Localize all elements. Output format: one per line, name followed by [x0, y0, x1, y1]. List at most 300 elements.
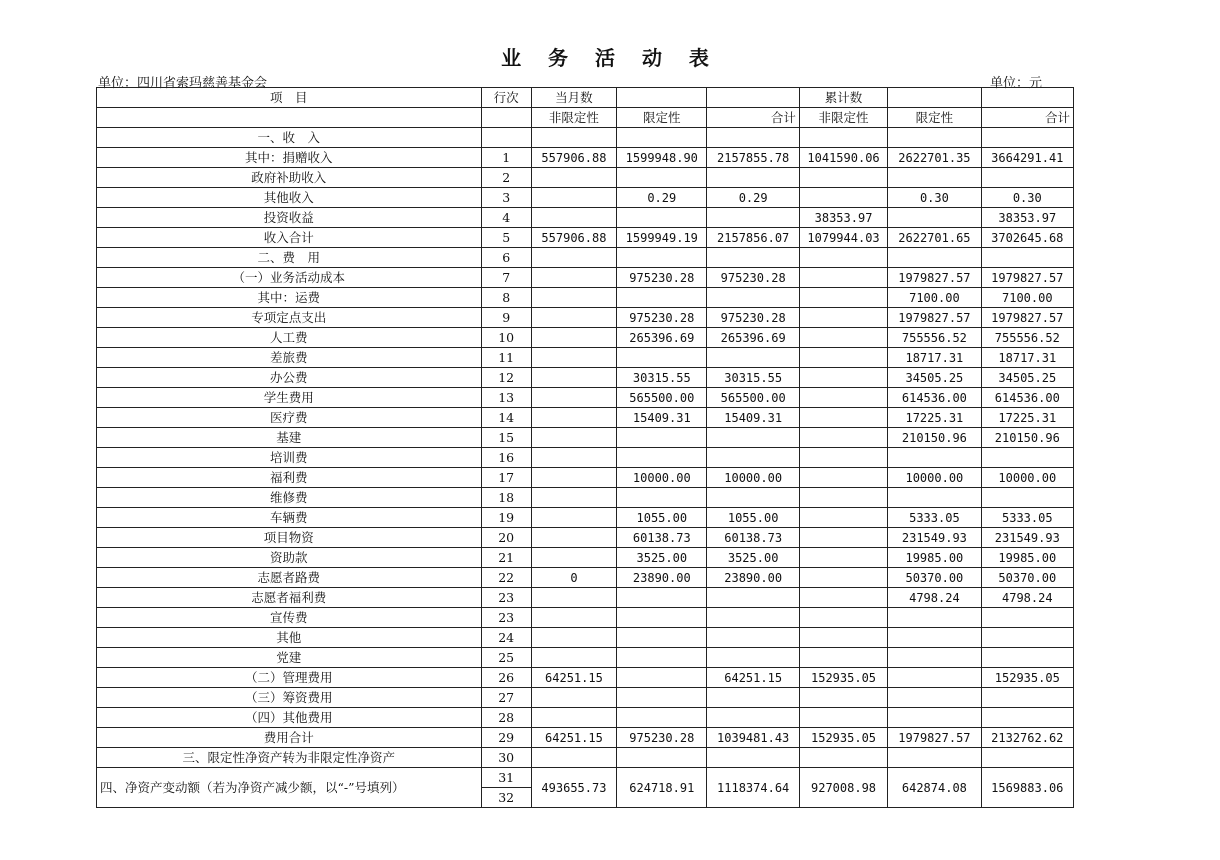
row-value-cell: 1118374.64 — [707, 768, 799, 808]
table-row — [97, 488, 1074, 508]
row-value-cell — [888, 608, 981, 628]
table-row — [97, 148, 1074, 168]
table-body — [97, 88, 1074, 808]
row-value-cell — [531, 548, 616, 568]
table-row — [97, 248, 1074, 268]
row-line-number: 12 — [481, 368, 531, 388]
table-row — [97, 328, 1074, 348]
row-value-cell — [981, 688, 1073, 708]
row-value-cell: 975230.28 — [707, 308, 799, 328]
row-value-cell — [799, 488, 887, 508]
row-item-label: 医疗费 — [97, 408, 482, 428]
row-value-cell — [888, 168, 981, 188]
row-value-cell — [888, 248, 981, 268]
row-line-number: 18 — [481, 488, 531, 508]
row-value-cell — [617, 488, 707, 508]
row-item-label: （四）其他费用 — [97, 708, 482, 728]
table-row — [97, 588, 1074, 608]
row-value-cell: 19985.00 — [981, 548, 1073, 568]
row-value-cell: 1979827.57 — [981, 308, 1073, 328]
row-value-cell: 231549.93 — [981, 528, 1073, 548]
row-value-cell: 1599949.19 — [617, 228, 707, 248]
row-value-cell — [617, 428, 707, 448]
organization-unit: 单位：四川省索玛慈善基金会 — [98, 76, 268, 91]
row-value-cell — [531, 488, 616, 508]
row-value-cell: 2157856.07 — [707, 228, 799, 248]
row-value-cell — [617, 668, 707, 688]
table-row — [97, 188, 1074, 208]
row-value-cell: 557906.88 — [531, 228, 616, 248]
row-line-number: 28 — [481, 708, 531, 728]
row-item-label: 二、费 用 — [97, 248, 482, 268]
row-value-cell: 975230.28 — [707, 268, 799, 288]
table-row — [97, 728, 1074, 748]
table-row — [97, 468, 1074, 488]
row-value-cell — [531, 288, 616, 308]
row-value-cell — [531, 168, 616, 188]
row-value-cell: 231549.93 — [888, 528, 981, 548]
row-value-cell: 0.29 — [707, 188, 799, 208]
row-item-label: 差旅费 — [97, 348, 482, 368]
row-value-cell — [888, 668, 981, 688]
row-value-cell: 60138.73 — [617, 528, 707, 548]
row-value-cell: 0 — [531, 568, 616, 588]
row-value-cell — [707, 428, 799, 448]
header-current-month: 当月数 — [531, 88, 616, 108]
row-line-number: 24 — [481, 628, 531, 648]
row-value-cell — [531, 188, 616, 208]
row-value-cell — [799, 268, 887, 288]
row-line-number: 2 — [481, 168, 531, 188]
row-item-label: 投资收益 — [97, 208, 482, 228]
header-cumulative: 累计数 — [799, 88, 887, 108]
row-value-cell: 0.30 — [981, 188, 1073, 208]
row-value-cell — [617, 348, 707, 368]
row-value-cell — [531, 208, 616, 228]
row-value-cell: 565500.00 — [617, 388, 707, 408]
row-value-cell: 64251.15 — [531, 728, 616, 748]
row-value-cell: 38353.97 — [981, 208, 1073, 228]
row-line-number: 10 — [481, 328, 531, 348]
row-value-cell: 975230.28 — [617, 728, 707, 748]
row-value-cell: 265396.69 — [707, 328, 799, 348]
row-value-cell — [617, 628, 707, 648]
header-cum-total: 合计 — [981, 108, 1073, 128]
header-blank — [707, 88, 799, 108]
row-line-number: 25 — [481, 648, 531, 668]
row-value-cell — [617, 608, 707, 628]
row-line-number: 9 — [481, 308, 531, 328]
row-value-cell: 1979827.57 — [888, 728, 981, 748]
row-value-cell: 3525.00 — [617, 548, 707, 568]
row-line-number: 23 — [481, 608, 531, 628]
row-line-number: 22 — [481, 568, 531, 588]
row-line-number: 29 — [481, 728, 531, 748]
row-value-cell: 152935.05 — [981, 668, 1073, 688]
row-item-label: 其中：运费 — [97, 288, 482, 308]
row-value-cell — [888, 628, 981, 648]
row-value-cell — [981, 248, 1073, 268]
row-value-cell: 975230.28 — [617, 308, 707, 328]
row-line-number: 23 — [481, 588, 531, 608]
row-value-cell — [531, 528, 616, 548]
row-value-cell: 60138.73 — [707, 528, 799, 548]
net-asset-change-row — [97, 768, 1074, 788]
row-value-cell: 17225.31 — [888, 408, 981, 428]
row-value-cell: 265396.69 — [617, 328, 707, 348]
row-value-cell — [799, 748, 887, 768]
header-cum-restricted: 限定性 — [888, 108, 981, 128]
row-line-number — [481, 128, 531, 148]
row-value-cell — [799, 328, 887, 348]
row-value-cell: 1599948.90 — [617, 148, 707, 168]
row-value-cell — [617, 708, 707, 728]
row-value-cell — [531, 388, 616, 408]
row-value-cell — [799, 608, 887, 628]
row-value-cell — [799, 628, 887, 648]
row-value-cell: 34505.25 — [888, 368, 981, 388]
table-row — [97, 208, 1074, 228]
row-value-cell — [617, 448, 707, 468]
row-line-number: 16 — [481, 448, 531, 468]
row-value-cell: 0.30 — [888, 188, 981, 208]
row-value-cell — [617, 248, 707, 268]
row-value-cell — [531, 508, 616, 528]
row-value-cell: 34505.25 — [981, 368, 1073, 388]
row-value-cell — [617, 648, 707, 668]
row-value-cell — [981, 168, 1073, 188]
row-value-cell — [531, 588, 616, 608]
row-value-cell — [981, 748, 1073, 768]
row-item-label: 收入合计 — [97, 228, 482, 248]
row-value-cell — [617, 288, 707, 308]
row-value-cell — [707, 248, 799, 268]
row-value-cell — [981, 448, 1073, 468]
row-value-cell — [531, 328, 616, 348]
row-value-cell: 10000.00 — [888, 468, 981, 488]
row-item-label: 费用合计 — [97, 728, 482, 748]
row-value-cell — [531, 248, 616, 268]
table-row — [97, 528, 1074, 548]
row-value-cell: 1979827.57 — [888, 308, 981, 328]
row-value-cell — [799, 348, 887, 368]
row-value-cell — [531, 628, 616, 648]
row-value-cell — [707, 488, 799, 508]
row-value-cell — [799, 368, 887, 388]
row-value-cell: 2157855.78 — [707, 148, 799, 168]
row-item-label: 福利费 — [97, 468, 482, 488]
row-value-cell — [888, 708, 981, 728]
table-row — [97, 308, 1074, 328]
row-value-cell — [799, 468, 887, 488]
row-value-cell — [617, 688, 707, 708]
table-row — [97, 168, 1074, 188]
row-value-cell — [707, 628, 799, 648]
row-line-number: 3 — [481, 188, 531, 208]
row-value-cell — [531, 468, 616, 488]
row-value-cell — [707, 748, 799, 768]
row-value-cell: 565500.00 — [707, 388, 799, 408]
row-value-cell: 18717.31 — [888, 348, 981, 368]
row-value-cell: 5333.05 — [888, 508, 981, 528]
row-item-label: 维修费 — [97, 488, 482, 508]
row-value-cell: 30315.55 — [707, 368, 799, 388]
header-row-1 — [97, 88, 1074, 108]
row-value-cell: 7100.00 — [888, 288, 981, 308]
row-value-cell — [617, 588, 707, 608]
header-blank — [888, 88, 981, 108]
row-value-cell: 64251.15 — [707, 668, 799, 688]
row-value-cell: 642874.08 — [888, 768, 981, 808]
row-value-cell: 15409.31 — [617, 408, 707, 428]
row-value-cell: 210150.96 — [888, 428, 981, 448]
row-item-label: （一）业务活动成本 — [97, 268, 482, 288]
row-value-cell: 3702645.68 — [981, 228, 1073, 248]
header-month-unrestricted: 非限定性 — [531, 108, 616, 128]
row-value-cell — [707, 588, 799, 608]
row-line-number: 20 — [481, 528, 531, 548]
row-value-cell — [799, 568, 887, 588]
row-value-cell: 10000.00 — [707, 468, 799, 488]
table-row — [97, 368, 1074, 388]
row-value-cell — [799, 548, 887, 568]
row-value-cell: 64251.15 — [531, 668, 616, 688]
row-value-cell: 17225.31 — [981, 408, 1073, 428]
table-row — [97, 548, 1074, 568]
row-item-label: 志愿者路费 — [97, 568, 482, 588]
row-item-label: 党建 — [97, 648, 482, 668]
row-item-label: 其中：捐赠收入 — [97, 148, 482, 168]
row-value-cell — [707, 708, 799, 728]
row-value-cell: 2132762.62 — [981, 728, 1073, 748]
row-value-cell — [531, 428, 616, 448]
row-item-label: 车辆费 — [97, 508, 482, 528]
row-value-cell — [799, 288, 887, 308]
row-value-cell: 4798.24 — [888, 588, 981, 608]
row-value-cell — [707, 648, 799, 668]
table-row — [97, 668, 1074, 688]
row-line-number: 7 — [481, 268, 531, 288]
row-value-cell: 210150.96 — [981, 428, 1073, 448]
row-value-cell: 1979827.57 — [981, 268, 1073, 288]
row-item-label: 专项定点支出 — [97, 308, 482, 328]
row-item-label: 人工费 — [97, 328, 482, 348]
activity-statement-table — [96, 87, 1074, 808]
row-line-number: 5 — [481, 228, 531, 248]
row-item-label: 志愿者福利费 — [97, 588, 482, 608]
row-value-cell — [888, 448, 981, 468]
row-value-cell: 50370.00 — [981, 568, 1073, 588]
row-item-label: 资助款 — [97, 548, 482, 568]
row-value-cell: 7100.00 — [981, 288, 1073, 308]
row-line-number: 30 — [481, 748, 531, 768]
header-month-total: 合计 — [707, 108, 799, 128]
header-month-restricted: 限定性 — [617, 108, 707, 128]
row-value-cell — [707, 448, 799, 468]
row-value-cell — [888, 648, 981, 668]
header-blank — [97, 108, 482, 128]
row-item-label: （二）管理费用 — [97, 668, 482, 688]
row-value-cell: 1041590.06 — [799, 148, 887, 168]
row-value-cell: 624718.91 — [617, 768, 707, 808]
row-value-cell: 50370.00 — [888, 568, 981, 588]
row-value-cell — [799, 648, 887, 668]
row-item-label: 其他收入 — [97, 188, 482, 208]
row-line-number: 14 — [481, 408, 531, 428]
row-line-number: 4 — [481, 208, 531, 228]
row-value-cell — [799, 128, 887, 148]
row-value-cell — [531, 308, 616, 328]
row-value-cell: 10000.00 — [981, 468, 1073, 488]
table-row — [97, 628, 1074, 648]
row-value-cell — [531, 128, 616, 148]
table-row — [97, 568, 1074, 588]
net-asset-change-label: 四、净资产变动额（若为净资产减少额，以“-”号填列） — [97, 768, 482, 808]
row-value-cell: 4798.24 — [981, 588, 1073, 608]
row-value-cell: 2622701.65 — [888, 228, 981, 248]
row-item-label: 基建 — [97, 428, 482, 448]
row-line-number: 13 — [481, 388, 531, 408]
row-value-cell: 614536.00 — [981, 388, 1073, 408]
row-item-label: 一、收 入 — [97, 128, 482, 148]
row-value-cell — [981, 628, 1073, 648]
table-row — [97, 708, 1074, 728]
row-value-cell — [981, 708, 1073, 728]
row-value-cell: 3525.00 — [707, 548, 799, 568]
table-row — [97, 348, 1074, 368]
header-blank — [981, 88, 1073, 108]
row-value-cell — [799, 528, 887, 548]
row-value-cell — [799, 448, 887, 468]
row-value-cell — [888, 688, 981, 708]
row-value-cell — [617, 748, 707, 768]
row-item-label: 政府补助收入 — [97, 168, 482, 188]
row-value-cell: 19985.00 — [888, 548, 981, 568]
row-item-label: 项目物资 — [97, 528, 482, 548]
row-value-cell: 23890.00 — [617, 568, 707, 588]
row-value-cell — [888, 748, 981, 768]
table-row — [97, 448, 1074, 468]
row-value-cell — [531, 268, 616, 288]
header-row-2 — [97, 108, 1074, 128]
header-cum-unrestricted: 非限定性 — [799, 108, 887, 128]
row-value-cell — [799, 708, 887, 728]
row-value-cell — [888, 488, 981, 508]
row-line-number: 8 — [481, 288, 531, 308]
row-value-cell — [799, 428, 887, 448]
table-row — [97, 228, 1074, 248]
table-row — [97, 648, 1074, 668]
row-value-cell: 2622701.35 — [888, 148, 981, 168]
row-value-cell — [531, 708, 616, 728]
row-item-label: 其他 — [97, 628, 482, 648]
header-blank — [617, 88, 707, 108]
row-value-cell: 15409.31 — [707, 408, 799, 428]
row-value-cell: 23890.00 — [707, 568, 799, 588]
table-row — [97, 408, 1074, 428]
row-line-number: 32 — [481, 788, 531, 808]
row-value-cell — [707, 128, 799, 148]
row-value-cell — [707, 608, 799, 628]
header-line: 行次 — [481, 88, 531, 108]
row-value-cell: 755556.52 — [981, 328, 1073, 348]
row-item-label: 宣传费 — [97, 608, 482, 628]
row-value-cell — [707, 208, 799, 228]
table-row — [97, 128, 1074, 148]
row-line-number: 26 — [481, 668, 531, 688]
row-value-cell: 1055.00 — [707, 508, 799, 528]
row-line-number: 31 — [481, 768, 531, 788]
row-value-cell — [531, 448, 616, 468]
row-value-cell — [981, 488, 1073, 508]
table-row — [97, 428, 1074, 448]
row-value-cell: 38353.97 — [799, 208, 887, 228]
row-value-cell — [888, 128, 981, 148]
row-value-cell: 614536.00 — [888, 388, 981, 408]
row-value-cell — [617, 168, 707, 188]
row-value-cell — [981, 128, 1073, 148]
row-value-cell: 0.29 — [617, 188, 707, 208]
report-title: 业 务 活 动 表 — [501, 46, 719, 70]
row-line-number: 1 — [481, 148, 531, 168]
row-item-label: 办公费 — [97, 368, 482, 388]
row-value-cell: 5333.05 — [981, 508, 1073, 528]
row-value-cell — [531, 608, 616, 628]
row-value-cell — [799, 688, 887, 708]
row-item-label: 培训费 — [97, 448, 482, 468]
row-value-cell — [531, 408, 616, 428]
row-line-number: 17 — [481, 468, 531, 488]
row-value-cell: 30315.55 — [617, 368, 707, 388]
table-row — [97, 608, 1074, 628]
table-row — [97, 508, 1074, 528]
row-value-cell: 493655.73 — [531, 768, 616, 808]
row-item-label: 学生费用 — [97, 388, 482, 408]
table-row — [97, 268, 1074, 288]
row-value-cell — [531, 688, 616, 708]
row-value-cell — [799, 248, 887, 268]
row-value-cell — [707, 168, 799, 188]
row-value-cell: 927008.98 — [799, 768, 887, 808]
row-value-cell: 557906.88 — [531, 148, 616, 168]
row-value-cell: 10000.00 — [617, 468, 707, 488]
row-value-cell: 18717.31 — [981, 348, 1073, 368]
row-value-cell — [799, 188, 887, 208]
row-line-number: 6 — [481, 248, 531, 268]
row-value-cell — [799, 408, 887, 428]
row-value-cell — [888, 208, 981, 228]
row-value-cell — [531, 348, 616, 368]
row-value-cell — [799, 588, 887, 608]
row-value-cell — [707, 688, 799, 708]
row-value-cell — [799, 388, 887, 408]
row-value-cell: 3664291.41 — [981, 148, 1073, 168]
row-value-cell: 755556.52 — [888, 328, 981, 348]
row-line-number: 21 — [481, 548, 531, 568]
row-value-cell — [707, 348, 799, 368]
row-item-label: （三）筹资费用 — [97, 688, 482, 708]
row-line-number: 19 — [481, 508, 531, 528]
currency-unit: 单位：元 — [990, 76, 1043, 91]
table-row — [97, 288, 1074, 308]
row-value-cell — [799, 168, 887, 188]
table-row — [97, 388, 1074, 408]
row-value-cell — [531, 648, 616, 668]
row-value-cell: 152935.05 — [799, 668, 887, 688]
row-value-cell — [707, 288, 799, 308]
row-value-cell — [531, 748, 616, 768]
row-value-cell: 975230.28 — [617, 268, 707, 288]
